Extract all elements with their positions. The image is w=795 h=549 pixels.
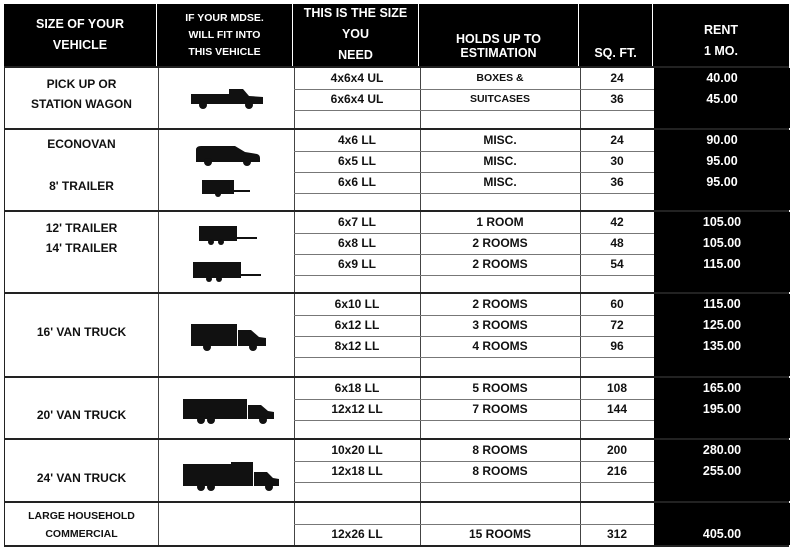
box-truck-icon [189, 322, 269, 352]
vehicle-label: COMMERCIAL [45, 528, 118, 540]
vehicle-label: 8' TRAILER [49, 179, 114, 193]
unit-size: 6x10 LL [334, 297, 380, 311]
sqft: 108 [606, 381, 628, 395]
holds-estimate: 7 ROOMS [472, 402, 528, 416]
monthly-rent: 45.00 [706, 92, 738, 106]
rate-group-20ft-van [4, 376, 789, 438]
holds-estimate: 15 ROOMS [468, 527, 531, 541]
sqft: 24 [610, 71, 624, 85]
unit-size: 6x5 LL [337, 154, 376, 168]
holds-estimate: 8 ROOMS [472, 464, 528, 478]
rate-group-trailers [4, 210, 789, 292]
header-vehicle-fit: IF YOUR MDSE. WILL FIT INTO THIS VEHICLE [157, 4, 293, 66]
table-row [294, 212, 654, 233]
table-header [4, 4, 789, 66]
sqft: 60 [610, 297, 624, 311]
holds-estimate: 3 ROOMS [472, 318, 528, 332]
monthly-rent: 95.00 [706, 175, 738, 189]
table-row [294, 254, 654, 275]
vehicle-label: STATION WAGON [31, 97, 132, 111]
holds-estimate: BOXES & [476, 72, 524, 84]
sqft: 54 [610, 257, 624, 271]
holds-estimate: 8 ROOMS [472, 443, 528, 457]
vehicle-label: ECONOVAN [47, 137, 116, 151]
header-sqft: SQ. FT. [579, 4, 653, 66]
unit-size: 6x18 LL [334, 381, 380, 395]
sqft: 48 [610, 236, 624, 250]
unit-size: 6x6x4 UL [330, 92, 384, 106]
holds-estimate: 4 ROOMS [472, 339, 528, 353]
holds-estimate: MISC. [483, 175, 517, 189]
monthly-rent: 90.00 [706, 133, 738, 147]
trailer-icon [200, 178, 252, 198]
holds-estimate: 2 ROOMS [472, 297, 528, 311]
table-row [294, 336, 654, 357]
table-row [294, 130, 654, 151]
unit-size: 12x26 LL [331, 527, 383, 541]
unit-size: 12x12 LL [331, 402, 383, 416]
monthly-rent: 105.00 [702, 236, 742, 250]
table-bottom-border [4, 545, 789, 547]
sqft: 72 [610, 318, 624, 332]
sqft: 30 [610, 154, 624, 168]
table-row [294, 233, 654, 254]
unit-size: 8x12 LL [334, 339, 380, 353]
sqft: 216 [606, 464, 628, 478]
holds-estimate: 2 ROOMS [472, 257, 528, 271]
rate-group-econovan [4, 128, 789, 210]
monthly-rent: 125.00 [702, 318, 742, 332]
table-row [294, 68, 654, 89]
unit-size: 6x12 LL [334, 318, 380, 332]
table-row [294, 151, 654, 172]
table-row [294, 378, 654, 399]
vehicle-label: 24' VAN TRUCK [36, 471, 127, 485]
unit-size: 10x20 LL [331, 443, 383, 457]
holds-estimate: SUITCASES [469, 93, 531, 105]
unit-size: 6x9 LL [337, 257, 376, 271]
header-unit-size: THIS IS THE SIZE YOU NEED [293, 4, 419, 66]
box-truck-icon [181, 460, 281, 492]
holds-estimate: MISC. [483, 154, 517, 168]
sqft: 36 [610, 92, 624, 106]
monthly-rent: 135.00 [702, 339, 742, 353]
table-row [294, 294, 654, 315]
table-row [294, 461, 654, 482]
table-row [294, 399, 654, 420]
monthly-rent: 105.00 [702, 215, 742, 229]
rate-group-16ft-van [4, 292, 789, 376]
monthly-rent: 280.00 [702, 443, 742, 457]
sqft: 144 [606, 402, 628, 416]
trailer-icon [191, 260, 263, 284]
sqft: 24 [610, 133, 624, 147]
holds-estimate: MISC. [483, 133, 517, 147]
vehicle-label: 20' VAN TRUCK [36, 408, 127, 422]
monthly-rent: 255.00 [702, 464, 742, 478]
trailer-icon [197, 224, 259, 246]
unit-size: 4x6 LL [337, 133, 376, 147]
table-row [294, 440, 654, 461]
unit-size: 6x8 LL [337, 236, 376, 250]
table-row [294, 89, 654, 110]
holds-estimate: 2 ROOMS [472, 236, 528, 250]
holds-estimate: 5 ROOMS [472, 381, 528, 395]
vehicle-label: LARGE HOUSEHOLD [28, 510, 135, 522]
sqft: 36 [610, 175, 624, 189]
unit-size: 4x6x4 UL [330, 71, 384, 85]
monthly-rent: 95.00 [706, 154, 738, 168]
header-holds: HOLDS UP TO ESTIMATION [419, 4, 579, 66]
sqft: 312 [606, 527, 628, 541]
unit-size: 6x6 LL [337, 175, 376, 189]
monthly-rent: 40.00 [706, 71, 738, 85]
box-truck-icon [181, 396, 277, 426]
table-row [294, 315, 654, 336]
monthly-rent: 165.00 [702, 381, 742, 395]
table-row [294, 524, 654, 545]
monthly-rent: 195.00 [702, 402, 742, 416]
rate-group-24ft-van [4, 438, 789, 501]
header-rent: RENT 1 MO. [703, 23, 739, 58]
unit-size: 12x18 LL [331, 464, 383, 478]
vehicle-label: 16' VAN TRUCK [36, 325, 127, 339]
rate-group-pickup [4, 66, 789, 128]
unit-size: 6x7 LL [337, 215, 376, 229]
vehicle-label: 14' TRAILER [45, 241, 118, 255]
sqft: 42 [610, 215, 624, 229]
van-icon [193, 144, 263, 166]
sqft: 200 [606, 443, 628, 457]
holds-estimate: 1 ROOM [476, 215, 524, 229]
table-row [294, 172, 654, 193]
header-vehicle-size: SIZE OF YOUR VEHICLE [4, 4, 157, 66]
vehicle-label: PICK UP OR [46, 77, 117, 91]
monthly-rent: 405.00 [702, 527, 742, 541]
rate-group-commercial [4, 501, 789, 545]
pickup-truck-icon [189, 86, 267, 110]
monthly-rent: 115.00 [703, 297, 741, 311]
vehicle-label: 12' TRAILER [45, 221, 118, 235]
monthly-rent: 115.00 [703, 257, 741, 271]
sqft: 96 [610, 339, 624, 353]
